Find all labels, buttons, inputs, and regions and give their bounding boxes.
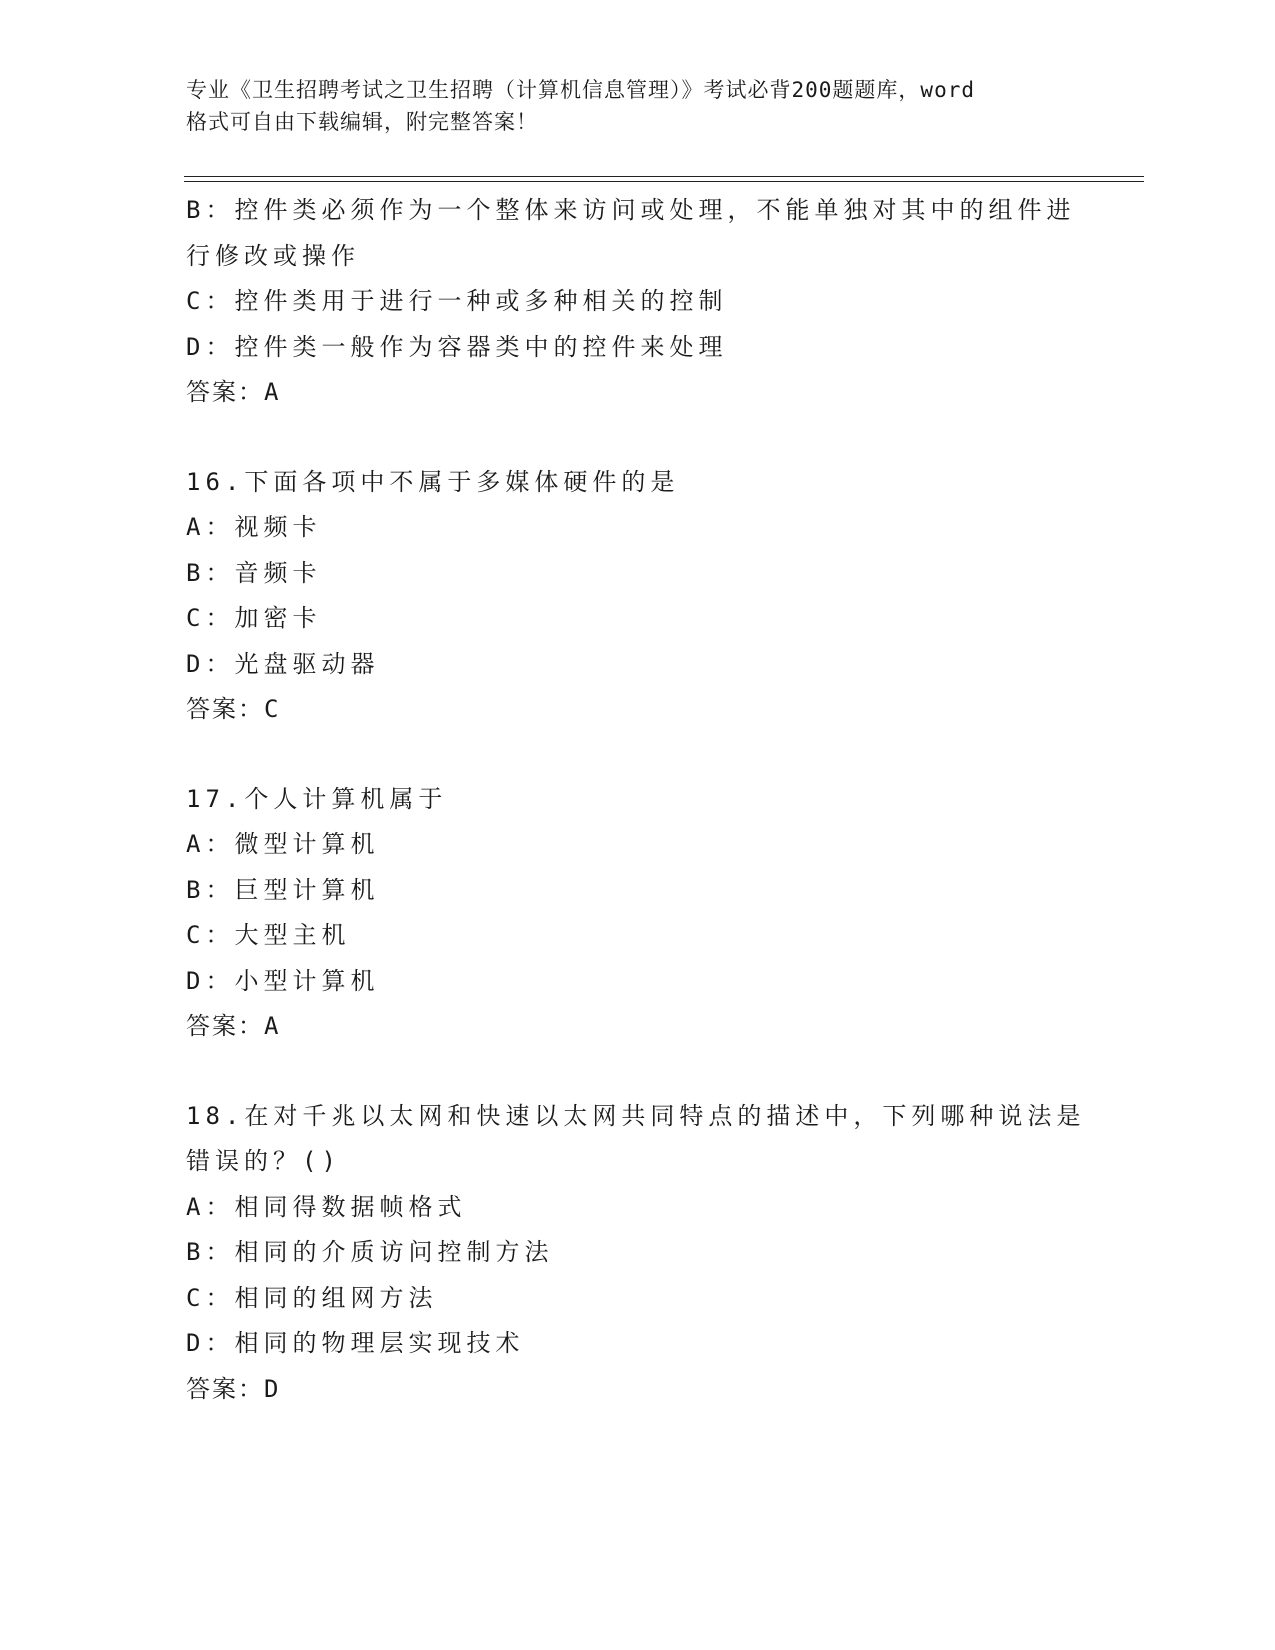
- header-line-2: 格式可自由下载编辑，附完整答案！: [186, 110, 538, 134]
- option-c: C：相同的组网方法: [186, 1283, 438, 1312]
- answer: 答案：A: [186, 1012, 281, 1040]
- header-divider-top: [184, 176, 1144, 177]
- header-line-1: 专业《卫生招聘考试之卫生招聘（计算机信息管理）》考试必背200题题库，word: [186, 78, 975, 102]
- option-b-continued: 行修改或操作: [186, 241, 360, 270]
- question-block-18: [186, 1094, 1086, 1413]
- question-block-16: [186, 460, 1086, 733]
- header-divider-bottom: [184, 181, 1144, 182]
- option-c: C：控件类用于进行一种或多种相关的控制: [186, 287, 728, 315]
- option-d: D：小型计算机: [186, 966, 380, 995]
- option-d: D：相同的物理层实现技术: [186, 1329, 525, 1357]
- question-text: 18.在对千兆以太网和快速以太网共同特点的描述中，下列哪种说法是: [186, 1101, 1086, 1130]
- option-d: D：控件类一般作为容器类中的控件来处理: [186, 332, 728, 361]
- question-text: 17.个人计算机属于: [186, 784, 448, 813]
- question-text-continued: 错误的？(): [186, 1147, 341, 1175]
- option-d: D：光盘驱动器: [186, 649, 380, 678]
- option-b: B：相同的介质访问控制方法: [186, 1238, 554, 1266]
- option-a: A：微型计算机: [186, 830, 380, 858]
- answer: 答案：A: [186, 378, 281, 406]
- option-a: A：相同得数据帧格式: [186, 1192, 467, 1221]
- question-list: [186, 188, 1086, 1412]
- answer: 答案：C: [186, 695, 281, 723]
- option-b: B：控件类必须作为一个整体来访问或处理，不能单独对其中的组件进: [186, 196, 1076, 224]
- question-text: 16.下面各项中不属于多媒体硬件的是: [186, 467, 680, 496]
- option-b: B：音频卡: [186, 558, 322, 587]
- document-header: [186, 74, 1086, 138]
- option-a: A：视频卡: [186, 513, 322, 541]
- question-block-15: [186, 188, 1086, 416]
- question-block-17: [186, 777, 1086, 1050]
- answer: 答案：D: [186, 1374, 281, 1403]
- option-c: C：大型主机: [186, 921, 351, 949]
- option-c: C：加密卡: [186, 604, 322, 632]
- option-b: B：巨型计算机: [186, 875, 380, 904]
